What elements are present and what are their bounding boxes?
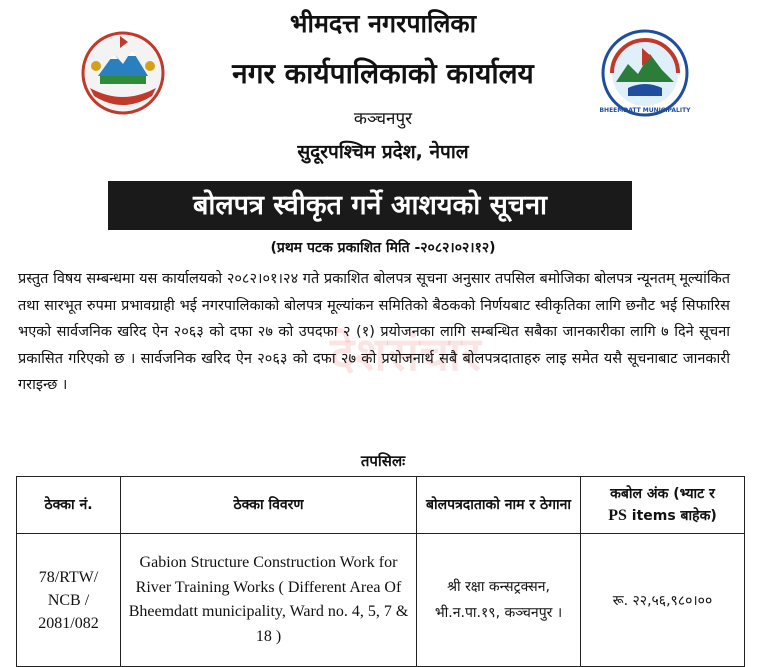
header-amount-ps: PS (608, 507, 627, 524)
publication-date: (प्रथम पटक प्रकाशित मिति -२०८२।०२।१२) (270, 240, 496, 256)
district-name: कञ्चनपुर (353, 109, 413, 129)
table-header-row (17, 477, 745, 534)
cell-amount: रू. २२,५६,९८०।०० (581, 534, 745, 667)
header-bidder: बोलपत्रदाताको नाम र ठेगाना (417, 477, 581, 534)
header-amount (581, 477, 745, 534)
header-amount-main: कबोल अंक (भ्याट र (610, 486, 715, 502)
office-name: नगर कार्यपालिकाको कार्यालय (232, 57, 534, 90)
details-heading: तपसिलः (360, 452, 406, 470)
table-row (17, 534, 745, 667)
logo-caption: BHEEMDATT MUNICIPALITY (599, 107, 691, 114)
header-amount-rest: items बाहेक) (631, 508, 717, 524)
contract-table (16, 476, 745, 667)
cell-bidder: श्री रक्षा कन्सट्रक्सन, भी.न.पा.१९, कञ्चनपुर । (417, 534, 581, 667)
watermark-text: देशसंचार (330, 327, 482, 381)
header-description: ठेक्का विवरण (121, 477, 417, 534)
province-name: सुदूरपश्चिम प्रदेश, नेपाल (297, 141, 469, 163)
cell-contract-no: 78/RTW/ NCB / 2081/082 (17, 534, 121, 667)
header-contract-no: ठेक्का नं. (17, 477, 121, 534)
notice-title: बोलपत्र स्वीकृत गर्ने आशयको सूचना (108, 181, 632, 230)
notice-body: प्रस्तुत विषय सम्बन्धमा यस कार्यालयको २०८२।०१।२४ गते प्रकाशित बोलपत्र सूचना अनुसार तपसिल बमोजिका बोलपत्र न्यूनतम् मूल्यांकित तथा सारभूत रुपमा प्रभावग्राही भई नगरपालिकाको बोलपत्र मूल्यांकन समितिको बैठकको निर्णयबाट स्वीकृतिका लागि छनौट भई सिफारिस भएको सार्वजनिक खरिद ऐन २०६३ को दफा २७ को उपदफा २ (१) प्रयोजनका लागि सम्बन्धित सबैका जानकारीका लागि ७ दिने सूचना प्रकासित गरिएको छ । सार्वजनिक खरिद ऐन २०६३ को दफा २७ को प्रयोजनार्थ सबै बोलपत्रदाताहरु लाइ समेत यसै सूचनाबाट जानकारी गराइन्छ । (18, 271, 730, 393)
municipality-name: भीमदत्त नगरपालिका (289, 9, 477, 38)
cell-description: Gabion Structure Construction Work for River Training Works ( Different Area Of Bheemdatt municipality, Ward no. 4, 5, 7 & 18 ) (121, 534, 417, 667)
